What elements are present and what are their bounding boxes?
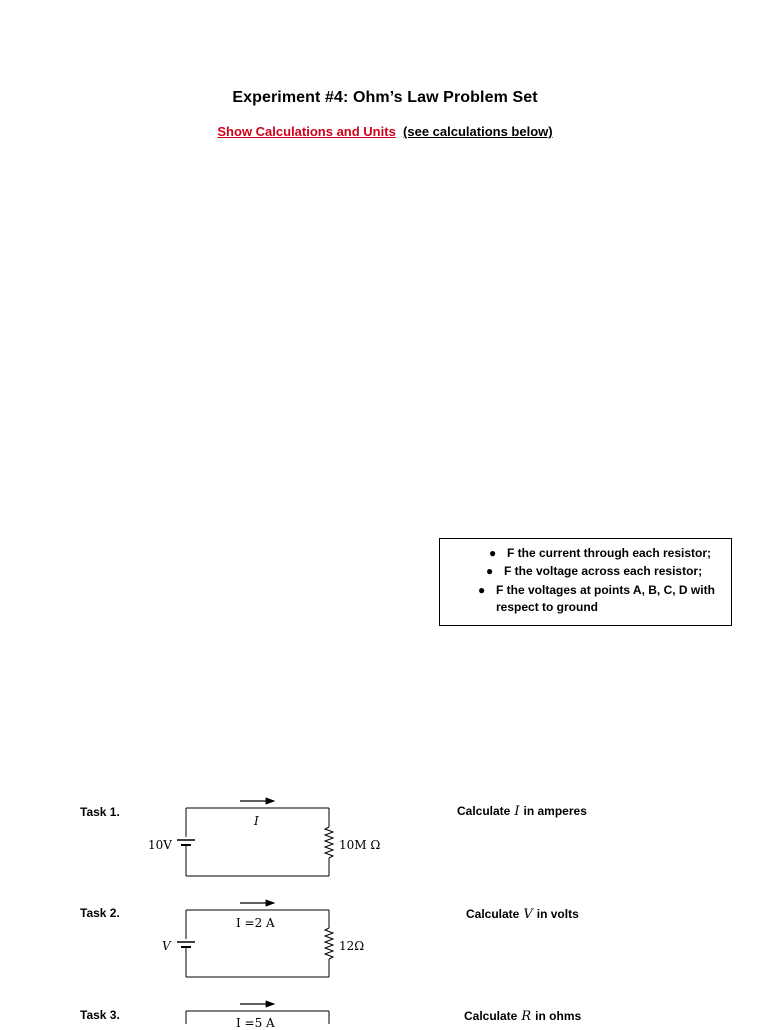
calc-symbol: V <box>523 907 533 922</box>
instruction-text: respect to ground <box>496 600 599 614</box>
task-2-circuit <box>177 903 333 977</box>
calc-prefix: Calculate <box>466 907 520 921</box>
source-symbol: V <box>162 939 171 953</box>
calc-suffix: in ohms <box>535 1009 582 1023</box>
bullet-icon: ● <box>486 564 494 578</box>
task-2-resistor-label: 12Ω <box>339 939 365 953</box>
battery-icon <box>177 840 195 845</box>
task-1-circuit <box>177 801 333 876</box>
calc-prefix: Calculate <box>457 804 511 818</box>
bullet-icon: ● <box>478 583 486 597</box>
subtitle-note: (see calculations below) <box>403 124 553 139</box>
calc-symbol: R <box>521 1009 532 1024</box>
battery-icon <box>177 942 195 947</box>
instruction-text: F the voltages at points A, B, C, D with <box>496 583 715 597</box>
calc-suffix: in volts <box>536 907 579 921</box>
task-2-label: Task 2. <box>80 906 120 920</box>
calc-suffix: in amperes <box>523 804 587 818</box>
resistor-icon <box>325 928 333 959</box>
task-1-source-label: 10V <box>148 838 172 852</box>
task-3-circuit <box>186 1004 329 1024</box>
calc-symbol: I <box>514 804 520 819</box>
document-title: Experiment #4: Ohm’s Law Problem Set <box>232 89 538 106</box>
bullet-icon: ● <box>489 546 497 560</box>
instruction-text: F the current through each resistor; <box>507 546 712 560</box>
instruction-text: F the voltage across each resistor; <box>504 564 703 578</box>
task-3-current-label: I =5 A <box>236 1016 275 1030</box>
task-3-label: Task 3. <box>80 1008 120 1022</box>
task-1-resistor-label: 10M Ω <box>339 838 381 852</box>
calc-prefix: Calculate <box>464 1009 518 1023</box>
task-1-label: Task 1. <box>80 805 120 819</box>
current-symbol: I <box>254 814 259 828</box>
task-2-current-label: I =2 A <box>236 916 275 930</box>
resistor-icon <box>325 827 333 858</box>
subtitle-instruction: Show Calculations and Units <box>217 124 396 139</box>
